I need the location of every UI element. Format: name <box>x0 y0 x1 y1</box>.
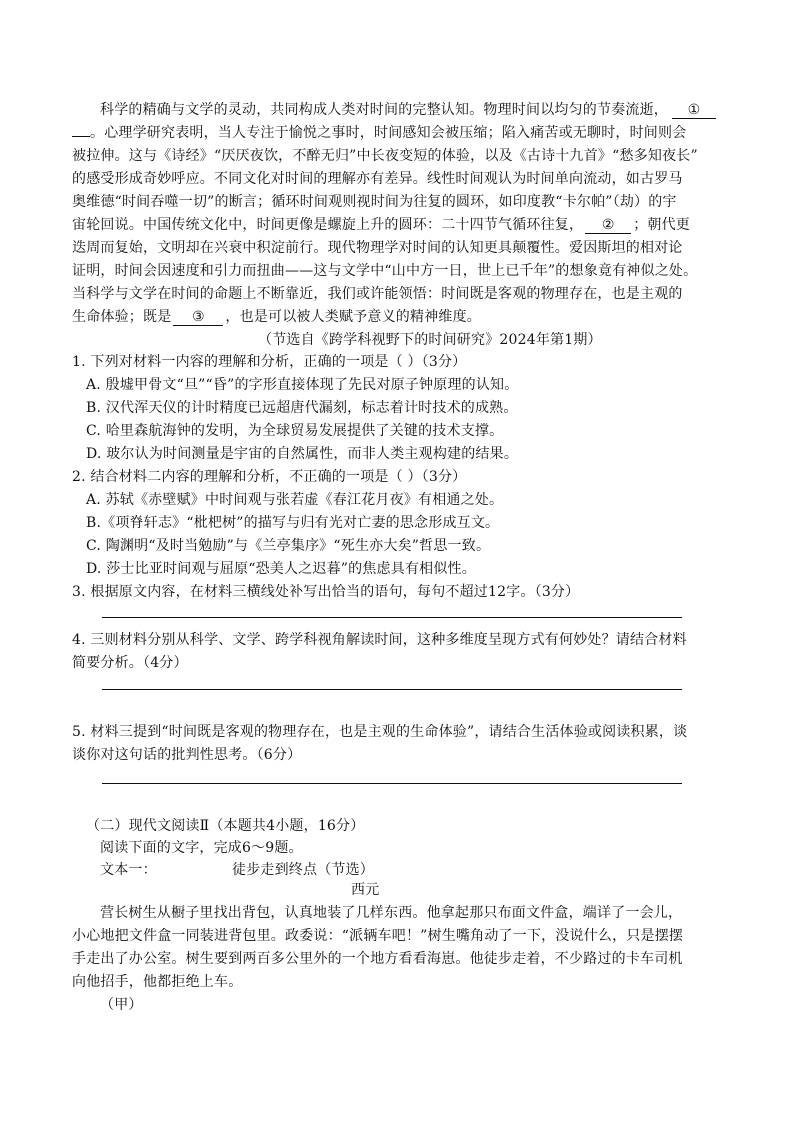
material3-line-2 <box>72 123 686 143</box>
material3-line-1 <box>100 100 716 120</box>
material3-line-7: 迭周而复始，文明却在兴衰中积淀前行。现代物理学对时间的认知更具颠覆性。爱因斯坦的相对论 <box>72 240 683 256</box>
question-3-answer-line[interactable] <box>102 617 682 618</box>
section-2-heading: （二）现代文阅读Ⅱ（本题共4小题，16分） <box>86 818 365 834</box>
question-1-option-c[interactable]: C. 哈里森航海钟的发明，为全球贸易发展提供了关键的技术支撑。 <box>86 423 504 439</box>
material3-line-9: 当科学与文学在时间的命题上不断靠近，我们或许能领悟：时间既是客观的物理存在，也是主观的 <box>72 286 683 302</box>
text-one-title: 徒步走到终点（节选） <box>232 862 374 878</box>
text-one-line-3: 手走出了办公室。树生要到两百多公里外的一个地方看看海崽。他徒步走着，不少路过的卡车司机 <box>72 951 683 967</box>
question-2-option-c[interactable]: C. 陶渊明“及时当勉励”与《兰亭集序》“死生亦大矣”哲思一致。 <box>86 538 491 554</box>
question-5-answer-line[interactable] <box>102 783 682 784</box>
material3-line-10 <box>72 307 481 327</box>
question-2-option-d[interactable]: D. 莎士比亚时间观与屈原“恐美人之迟暮”的焦虑具有相似性。 <box>86 561 476 577</box>
section-2-instruction: 阅读下面的文字，完成6～9题。 <box>100 840 303 856</box>
material3-text: 宙轮回说。中国传统文化中，时间更像是螺旋上升的圆环：二十四节气循环往复， <box>72 217 584 233</box>
question-1-option-d[interactable]: D. 玻尔认为时间测量是宇宙的自然属性，而非人类主观构建的结果。 <box>86 446 519 462</box>
question-2-option-b[interactable]: B.《项脊轩志》“枇杷树”的描写与归有光对亡妻的思念形成互文。 <box>86 515 500 531</box>
question-1-stem: 1. 下列对材料一内容的理解和分析，正确的一项是（ ）（3分） <box>72 354 467 370</box>
question-4-stem-line-1: 4. 三则材料分别从科学、文学、跨学科视角解读时间，这种多维度呈现方式有何妙处？请结合材料 <box>72 632 687 648</box>
material3-line-8: 证明，时间会因速度和引力而扭曲——这与文学中“山中方一日，世上已千年”的想象竟有神似之处。 <box>72 263 698 279</box>
question-4-answer-line[interactable] <box>102 689 682 690</box>
material3-text: 。心理学研究表明，当人专注于愉悦之事时，时间感知会被压缩；陷入痛苦或无聊时，时间则会 <box>90 125 687 141</box>
text-one-line-2: 小心地把文件盒一同装进背包里。政委说：“派辆车吧！”树生嘴角动了一下，没说什么，只是摆摆 <box>72 928 684 944</box>
material3-line-3: 被拉伸。这与《诗经》“厌厌夜饮，不醉无归”中长夜变短的体验，以及《古诗十九首》“愁多知夜长” <box>72 148 698 164</box>
material3-line-5: 奥维德“时间吞噬一切”的断言；循环时间观则视时间为往复的圆环，如印度教“卡尔帕”（劫）的宇 <box>72 194 677 210</box>
material3-text: 科学的精确与文学的灵动，共同构成人类对时间的完整认知。物理时间以均匀的节奏流逝， <box>100 102 668 118</box>
answer-blank-2: ② <box>585 217 631 234</box>
question-5-stem-line-2: 谈你对这句话的批判性思考。（6分） <box>72 747 302 763</box>
answer-blank-1-tail <box>72 136 90 137</box>
material3-text: ；朝代更 <box>633 217 691 233</box>
text-one-header <box>100 860 157 880</box>
text-one-author: 西元 <box>351 882 380 898</box>
material3-source: （节选自《跨学科视野下的时间研究》2024年第1期） <box>258 332 602 348</box>
text-one-label: 文本一： <box>100 862 157 878</box>
material3-text: 生命体验；既是 <box>72 309 172 325</box>
answer-blank-1: ① <box>672 102 716 119</box>
question-1-option-a[interactable]: A. 殷墟甲骨文“旦”“昏”的字形直接体现了先民对原子钟原理的认知。 <box>86 377 519 393</box>
question-4-stem-line-2: 简要分析。（4分） <box>72 655 188 671</box>
answer-blank-3: ③ <box>173 309 223 326</box>
material3-line-6 <box>72 215 690 235</box>
question-2-stem: 2. 结合材料二内容的理解和分析，不正确的一项是（ ）（3分） <box>72 469 467 485</box>
text-one-line-4: 向他招手，他都拒绝上车。 <box>72 974 243 990</box>
question-2-option-a[interactable]: A. 苏轼《赤壁赋》中时间观与张若虚《春江花月夜》有相通之处。 <box>86 492 504 508</box>
material3-text: ，也是可以被人类赋予意义的精神维度。 <box>225 309 482 325</box>
question-5-stem-line-1: 5. 材料三提到“时间既是客观的物理存在，也是主观的生命体验”，请结合生活体验或阅读积累，谈 <box>72 724 688 740</box>
text-one-marker: （甲） <box>100 997 143 1013</box>
question-3-stem: 3. 根据原文内容，在材料三横线处补写出恰当的语句，每句不超过12字。（3分） <box>72 584 580 600</box>
text-one-line-1: 营长树生从橱子里找出背包，认真地装了几样东西。他拿起那只布面文件盒，端详了一会儿， <box>100 905 683 921</box>
question-1-option-b[interactable]: B. 汉代浑天仪的计时精度已远超唐代漏刻，标志着计时技术的成熟。 <box>86 400 518 416</box>
material3-line-4: 的感受形成奇妙呼应。不同文化对时间的理解亦有差异。线性时间观认为时间单向流动，如古罗马 <box>72 171 683 187</box>
